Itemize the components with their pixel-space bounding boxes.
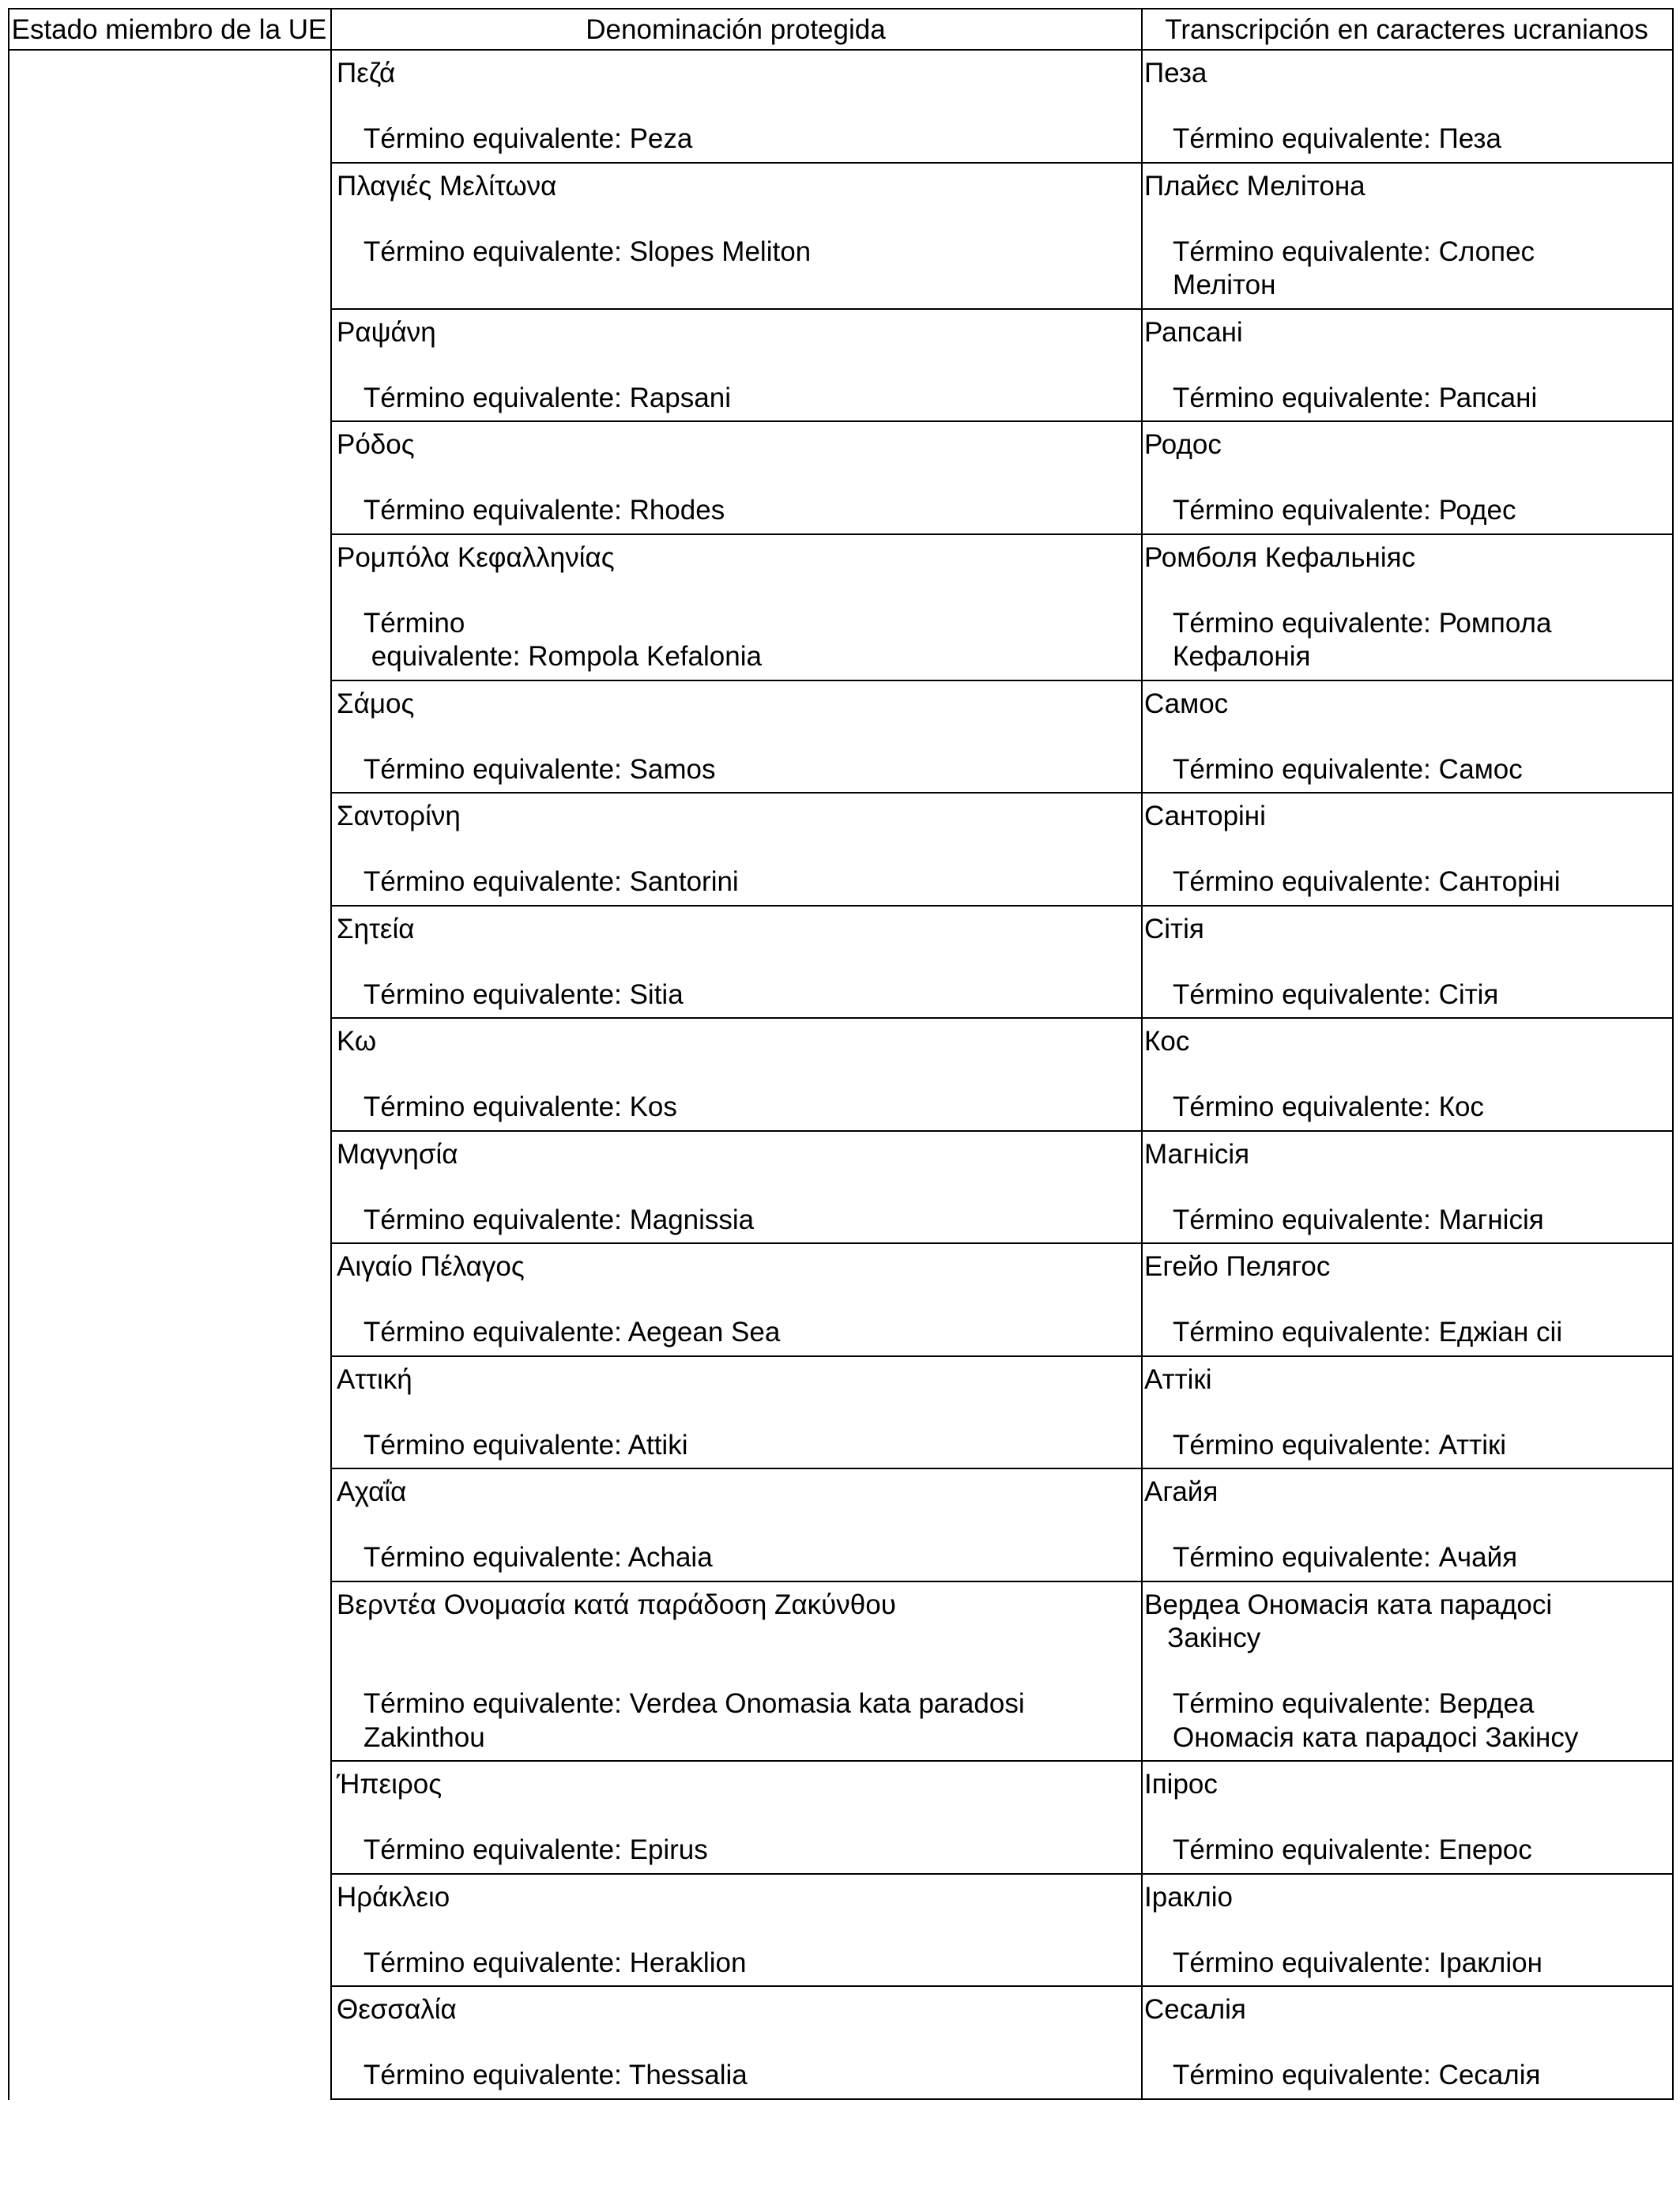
protected-name-equivalent-text: Término equivalente: Rapsani <box>363 382 731 413</box>
row-bottom-border <box>330 1985 1674 1987</box>
protected-name-equivalent-text: Término equivalente: Santorini <box>363 866 739 897</box>
protected-name-equivalent-text: Término equivalente: Epirus <box>363 1834 708 1865</box>
transcription-equivalent-text: Término equivalente: Еджіан сіі <box>1173 1317 1563 1348</box>
protected-name-equivalent-text: Término equivalente: Rhodes <box>363 495 725 526</box>
protected-name-text: Ραψάνη <box>337 316 436 348</box>
protected-name-text: Αιγαίο Πέλαγος <box>337 1251 525 1282</box>
row-bottom-border <box>330 1760 1674 1762</box>
protected-name-text: Θεσσαλία <box>337 1994 457 2025</box>
row-bottom-border <box>330 2098 1674 2100</box>
protected-name-text: Αχαΐα <box>337 1476 407 1507</box>
protected-name-equivalent-text: Término equivalente: Sitia <box>363 978 684 1010</box>
protected-name-text: Κω <box>337 1026 377 1057</box>
protected-name-equivalent-text: Término equivalente: Samos <box>363 753 716 785</box>
protected-name-equivalent-text: Término equivalente: Peza <box>363 123 693 154</box>
transcription-equivalent-text: Мелітон <box>1173 270 1276 300</box>
protected-name-equivalent-text: Zakinthou <box>363 1721 485 1753</box>
protected-name-text: Βερντέα Ονομασία κατά παράδοση Ζακύνθου <box>337 1589 896 1620</box>
protected-name-text: Πλαγιές Μελίτωνα <box>337 170 557 202</box>
transcription-text: Рапсані <box>1144 316 1243 348</box>
protected-name-text: Ηράκλειο <box>337 1881 450 1913</box>
transcription-text: Ромболя Кефальнiяс <box>1144 541 1416 573</box>
transcription-equivalent-text: Término equivalente: Ачайя <box>1173 1542 1518 1573</box>
protected-name-text: Πεζά <box>337 58 396 89</box>
protected-name-equivalent-text: Término equivalente: Verdea Onomasia kata paradosi <box>363 1688 1025 1719</box>
protected-name-equivalent-text: Término equivalente: Heraklion <box>363 1947 747 1978</box>
protected-name-text: Σαντορίνη <box>337 801 461 831</box>
row-bottom-border <box>330 420 1674 422</box>
transcription-text: Плайєс Мелітона <box>1144 170 1365 202</box>
protected-name-equivalent-text: Término equivalente: Aegean Sea <box>363 1317 781 1348</box>
transcription-text: Аттікі <box>1144 1363 1212 1395</box>
col-divider-1 <box>330 8 332 2100</box>
protected-name-equivalent-text: Término equivalente: Thessalia <box>363 2060 748 2090</box>
row-bottom-border <box>330 1355 1674 1357</box>
col-divider-2 <box>1141 8 1143 2100</box>
protected-name-equivalent-text: equivalente: Rompola Kefalonia <box>363 641 762 672</box>
transcription-equivalent-text: Término equivalente: Сітія <box>1173 978 1499 1010</box>
transcription-equivalent-text: Кефалонія <box>1173 641 1311 672</box>
protected-name-text: Σάμος <box>337 688 415 719</box>
protected-name-text: Ρομπόλα Κεφαλληνίας <box>337 541 615 573</box>
transcription-equivalent-text: Término equivalente: Самос <box>1173 753 1523 785</box>
transcription-equivalent-text: Término equivalente: Аттікі <box>1173 1429 1507 1461</box>
protected-name-equivalent-text: Término equivalente: Attiki <box>363 1429 688 1461</box>
row-bottom-border <box>330 162 1674 164</box>
protected-name-equivalent-text: Término equivalente: Magnissia <box>363 1204 755 1235</box>
header-bottom-border <box>8 49 1674 51</box>
transcription-text: Кос <box>1144 1026 1190 1057</box>
transcription-text: Сітія <box>1144 913 1204 944</box>
transcription-equivalent-text: Término equivalente: Іракліон <box>1173 1947 1543 1978</box>
transcription-text: Сесалiя <box>1144 1994 1246 2025</box>
transcription-equivalent-text: Término equivalente: Кос <box>1173 1091 1484 1122</box>
transcription-equivalent-text: Término equivalente: Вердеа <box>1173 1688 1535 1719</box>
protected-name-text: Σητεία <box>337 913 415 944</box>
row-bottom-border <box>330 308 1674 310</box>
transcription-text: Іракліо <box>1144 1881 1234 1913</box>
transcription-equivalent-text: Término equivalente: Магнісія <box>1173 1204 1544 1235</box>
transcription-equivalent-text: Término equivalente: Ромпола <box>1173 607 1552 639</box>
row-bottom-border <box>330 1581 1674 1582</box>
header-protected-name: Denominación protegida <box>586 14 886 45</box>
transcription-text: Пеза <box>1144 58 1207 89</box>
row-bottom-border <box>330 1242 1674 1244</box>
transcription-text: Агайя <box>1144 1476 1219 1507</box>
row-bottom-border <box>330 1017 1674 1019</box>
transcription-equivalent-text: Término equivalente: Слопес <box>1173 236 1535 267</box>
transcription-text: Родос <box>1144 429 1222 460</box>
header-transcription: Transcripción en caracteres ucranianos <box>1165 14 1648 45</box>
row-bottom-border <box>330 1873 1674 1875</box>
row-bottom-border <box>330 905 1674 907</box>
transcription-equivalent-text: Término equivalente: Пеза <box>1173 123 1501 154</box>
transcription-text: Іпірос <box>1144 1769 1218 1800</box>
transcription-equivalent-text: Término equivalente: Еперос <box>1173 1834 1532 1865</box>
row-bottom-border <box>330 1468 1674 1469</box>
transcription-equivalent-text: Ономасія ката парадосі Закінсу <box>1173 1721 1579 1753</box>
protected-name-equivalent-text: Término equivalente: Achaia <box>363 1542 713 1573</box>
transcription-text: Егейо Пелягос <box>1144 1251 1331 1282</box>
protected-name-text: Ρόδος <box>337 429 415 460</box>
transcription-text: Самос <box>1144 688 1229 719</box>
col-divider-right <box>1672 8 1674 2100</box>
transcription-equivalent-text: Término equivalente: Санторіні <box>1173 866 1561 897</box>
transcription-text: Магнісія <box>1144 1138 1250 1170</box>
transcription-text: Санторіні <box>1144 801 1266 831</box>
col-divider-left <box>8 8 9 2100</box>
transcription-equivalent-text: Término equivalente: Родес <box>1173 495 1516 526</box>
row-bottom-border <box>330 533 1674 535</box>
transcription-equivalent-text: Término equivalente: Рапсані <box>1173 382 1538 413</box>
header-member-state: Estado miembro de la UE <box>11 14 327 45</box>
protected-name-equivalent-text: Término equivalente: Slopes Meliton <box>363 236 812 267</box>
transcription-text: Закінсу <box>1144 1623 1261 1653</box>
protected-name-text: Ήπειρος <box>337 1769 443 1800</box>
transcription-equivalent-text: Término equivalente: Сесалiя <box>1173 2060 1541 2090</box>
protected-name-text: Μαγνησία <box>337 1138 458 1170</box>
row-bottom-border <box>330 1130 1674 1132</box>
protected-name-equivalent-text: Término <box>363 607 465 639</box>
row-bottom-border <box>330 792 1674 794</box>
transcription-text: Вердеа Ономасія ката парадосі <box>1144 1589 1553 1620</box>
row-bottom-border <box>330 680 1674 681</box>
protected-name-equivalent-text: Término equivalente: Kos <box>363 1091 677 1122</box>
table-top-border <box>8 8 1674 9</box>
protected-name-text: Αττική <box>337 1363 412 1395</box>
